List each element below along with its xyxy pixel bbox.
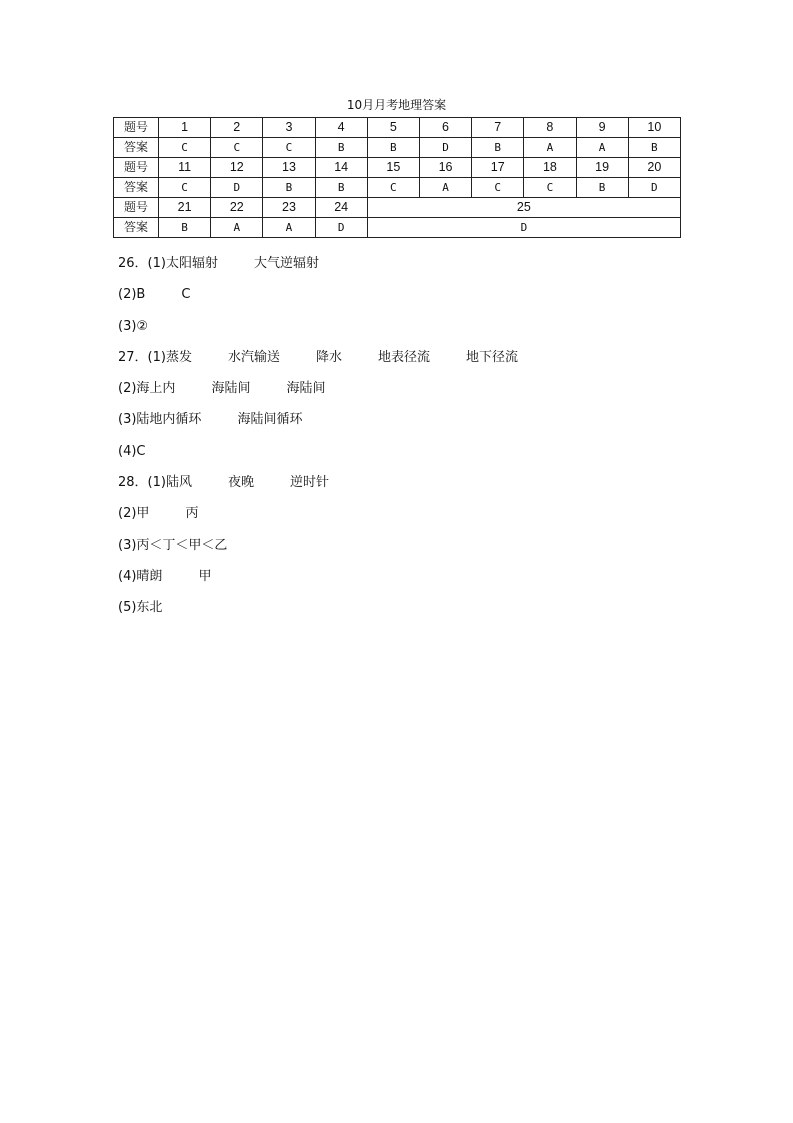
answer-cell: D (211, 178, 263, 198)
answer-item: 大气逆辐射 (253, 256, 319, 271)
question-label: 题号 (114, 118, 159, 138)
answer-cell: A (263, 218, 315, 238)
answer-cell: C (159, 138, 211, 158)
question-number: 5 (367, 118, 419, 138)
answer-cell: B (367, 138, 419, 158)
answer-line (118, 317, 718, 348)
question-number: 23 (263, 198, 315, 218)
answer-item: C (136, 443, 146, 459)
question-label: 题号 (114, 198, 159, 218)
question-number: 15 (367, 158, 419, 178)
answer-prefix: (3) (118, 537, 137, 553)
answer-cell: B (576, 178, 628, 198)
answer-cell: B (159, 218, 211, 238)
question-label: 题号 (114, 158, 159, 178)
answer-line (118, 567, 718, 598)
answer-item: 甲 (198, 568, 212, 584)
answer-prefix: (4) (118, 568, 137, 584)
answer-cell: D (628, 178, 680, 198)
answer-line (118, 410, 718, 441)
answer-prefix: (3) (118, 412, 137, 428)
question-number: 4 (315, 118, 367, 138)
question-number: 13 (263, 158, 315, 178)
answer-label: 答案 (114, 218, 159, 238)
answer-line (118, 348, 718, 379)
answer-cell: B (263, 178, 315, 198)
answer-item: 丙＜丁＜甲＜乙 (136, 537, 228, 553)
answer-label: 答案 (114, 138, 159, 158)
answer-prefix: (2) (118, 381, 137, 397)
answer-item: 陆地内循环 (136, 412, 202, 428)
question-number: 1 (159, 118, 211, 138)
answer-item: 夜晚 (227, 475, 254, 491)
answer-cell: A (576, 138, 628, 158)
answer-cell: B (315, 138, 367, 158)
answer-item: 地表径流 (378, 349, 431, 365)
question-number: 14 (315, 158, 367, 178)
question-number: 9 (576, 118, 628, 138)
answer-label: 答案 (114, 178, 159, 198)
answer-list (118, 254, 718, 630)
table-row-question-numbers (114, 158, 681, 178)
question-number: 18 (524, 158, 576, 178)
answer-item: 东北 (136, 600, 163, 616)
table-row-answers (114, 218, 681, 238)
answer-cell: C (524, 178, 576, 198)
question-number: 21 (159, 198, 211, 218)
answer-item: 逆时针 (290, 475, 330, 491)
answer-item: 海陆间 (286, 381, 326, 397)
question-number: 17 (472, 158, 524, 178)
answer-prefix: 28．(1) (118, 475, 166, 491)
answer-item: 地下径流 (466, 349, 519, 365)
answer-cell: D (315, 218, 367, 238)
answer-cell: C (367, 178, 419, 198)
answer-cell: B (472, 138, 524, 158)
question-number: 25 (367, 198, 680, 218)
question-number: 11 (159, 158, 211, 178)
answer-cell: C (472, 178, 524, 198)
answer-item: 水汽输送 (227, 349, 280, 365)
question-number: 12 (211, 158, 263, 178)
answer-line (118, 442, 718, 473)
question-number: 22 (211, 198, 263, 218)
table-row-answers (114, 178, 681, 198)
question-number: 10 (628, 118, 680, 138)
answer-item: ② (136, 318, 149, 334)
answer-item: 甲 (136, 506, 150, 522)
answer-prefix: (5) (118, 600, 137, 616)
answer-item: C (181, 287, 191, 303)
question-number: 8 (524, 118, 576, 138)
answer-line (118, 536, 718, 567)
question-number: 24 (315, 198, 367, 218)
answer-cell: B (315, 178, 367, 198)
answer-cell: A (211, 218, 263, 238)
answer-cell: D (419, 138, 471, 158)
answer-cell: B (628, 138, 680, 158)
answer-item: B (136, 287, 146, 303)
answer-prefix: (3) (118, 318, 137, 334)
question-number: 16 (419, 158, 471, 178)
answer-item: 丙 (185, 506, 199, 522)
question-number: 7 (472, 118, 524, 138)
answer-item: 海上内 (136, 381, 176, 397)
table-row-answers (114, 138, 681, 158)
answer-line (118, 254, 718, 285)
answer-item: 海陆间循环 (237, 412, 303, 428)
answer-prefix: 27．(1) (118, 349, 166, 365)
answer-item: 蒸发 (165, 349, 192, 365)
answer-cell: C (159, 178, 211, 198)
table-row-question-numbers (114, 118, 681, 138)
question-number: 2 (211, 118, 263, 138)
answer-line (118, 285, 718, 316)
answer-table (113, 117, 681, 238)
answer-cell: A (419, 178, 471, 198)
answer-item: 陆风 (165, 475, 192, 491)
answer-item: 海陆间 (211, 381, 251, 397)
answer-item: 太阳辐射 (165, 256, 218, 271)
answer-prefix: (2) (118, 287, 137, 303)
answer-item: 降水 (316, 349, 343, 365)
table-row-question-numbers (114, 198, 681, 218)
answer-item: 晴朗 (136, 568, 163, 584)
question-number: 20 (628, 158, 680, 178)
page-title: 10月月考地理答案 (346, 98, 447, 112)
question-number: 6 (419, 118, 471, 138)
answer-cell: A (524, 138, 576, 158)
answer-prefix: 26．(1) (118, 256, 166, 271)
answer-cell: C (263, 138, 315, 158)
question-number: 3 (263, 118, 315, 138)
answer-line (118, 473, 718, 504)
answer-line (118, 379, 718, 410)
answer-prefix: (2) (118, 506, 137, 522)
question-number: 19 (576, 158, 628, 178)
answer-line (118, 598, 718, 629)
answer-prefix: (4) (118, 443, 137, 459)
answer-cell: C (211, 138, 263, 158)
answer-line (118, 504, 718, 535)
answer-cell: D (367, 218, 680, 238)
